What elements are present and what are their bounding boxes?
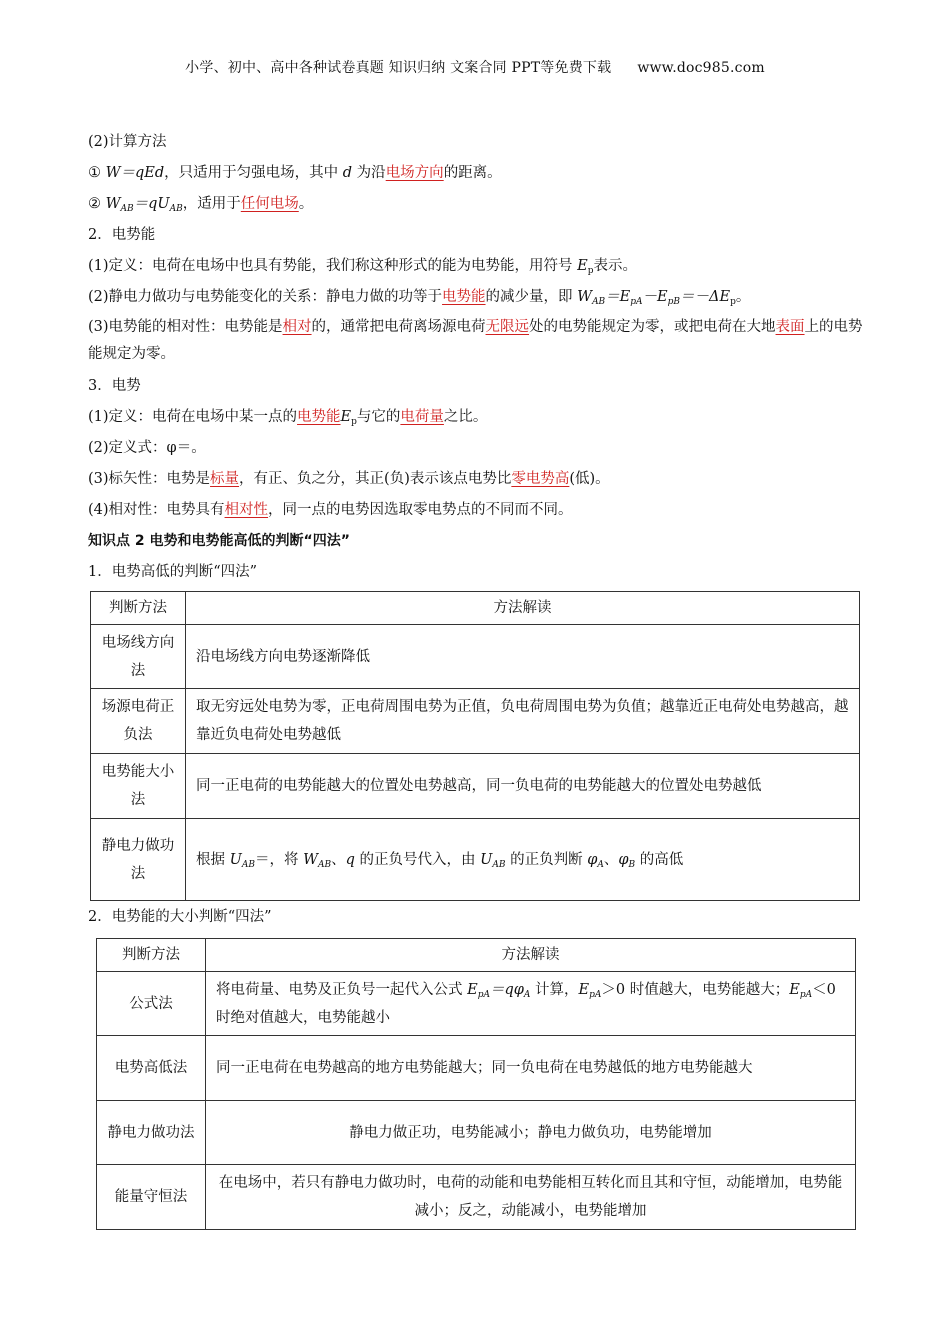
header-text: 小学、初中、高中各种试卷真题 知识归纳 文案合同 PPT等免费下载	[185, 60, 612, 76]
answer-blank: 电场方向	[385, 165, 444, 181]
calc-method-2: ② $W_{AB}=qU_{AB}$，适用于任何电场。	[88, 196, 314, 214]
potential-energy-definition: (1)定义：电荷在电场中也具有势能，我们称这种形式的能为电势能，用符号 $E_p$表示。	[88, 258, 638, 276]
method-cell: 静电力做功法	[91, 819, 186, 901]
method-cell: 电场线方向法	[91, 625, 186, 689]
header-cell: 方法解读	[186, 592, 860, 625]
answer-blank: 任何电场	[240, 196, 299, 212]
section-title: 3．电势	[88, 378, 141, 394]
calc-method-title: (2)计算方法	[88, 134, 167, 150]
page-header	[0, 57, 950, 77]
answer-blank: 电势能	[442, 289, 486, 305]
table-row	[97, 1101, 856, 1165]
table-row	[91, 819, 860, 901]
desc-cell: 静电力做正功，电势能减小；静电力做负功，电势能增加	[206, 1101, 856, 1165]
table-row	[97, 1165, 856, 1230]
table1-title: 1．电势高低的判断“四法”	[88, 564, 258, 580]
header-cell: 判断方法	[91, 592, 186, 625]
answer-blank: 无限远	[485, 319, 530, 335]
desc-cell: 根据 $U_{AB}=$，将 $W_{AB}$、q 的正负号代入，由 $U_{AB}$ 的正负判断 $\varphi_A$、$\varphi_B$ 的高低	[186, 819, 860, 901]
method-cell: 场源电荷正负法	[91, 689, 186, 754]
desc-cell: 沿电场线方向电势逐渐降低	[186, 625, 860, 689]
method-cell: 公式法	[97, 972, 206, 1036]
method-cell: 电势高低法	[97, 1036, 206, 1101]
potential-definition: (1)定义：电荷在电场中某一点的电势能$E_p$与它的电荷量之比。	[88, 409, 488, 427]
answer-blank: 电荷量	[400, 409, 444, 425]
table-row	[97, 972, 856, 1036]
potential-methods-table	[90, 591, 860, 901]
answer-blank: 标量	[210, 471, 240, 487]
method-cell: 电势能大小法	[91, 754, 186, 819]
table-row	[97, 1036, 856, 1101]
desc-cell: 同一正电荷的电势能越大的位置处电势越高，同一负电荷的电势能越大的位置处电势越低	[186, 754, 860, 819]
table-row	[91, 754, 860, 819]
answer-blank: 相对	[282, 319, 312, 335]
method-cell: 静电力做功法	[97, 1101, 206, 1165]
table-header-row	[91, 592, 860, 625]
knowledge-point-heading: 知识点 2 电势和电势能高低的判断“四法”	[88, 533, 350, 549]
desc-cell: 将电荷量、电势及正负号一起代入公式 $E_{pA}=q\varphi_A$ 计算，$E_{pA}>0$ 时值越大，电势能越大；$E_{pA}<0$ 时绝对值越大，电势能越小	[206, 972, 856, 1036]
document-body	[88, 128, 863, 1230]
section-title: 2．电势能	[88, 227, 156, 243]
method-cell: 能量守恒法	[97, 1165, 206, 1230]
header-cell: 判断方法	[97, 939, 206, 972]
header-cell: 方法解读	[206, 939, 856, 972]
answer-blank: 相对性	[224, 502, 269, 518]
answer-blank: 表面	[775, 319, 805, 335]
potential-formula: (2)定义式：φ＝。	[88, 440, 206, 456]
potential-relativity: (4)相对性：电势具有相对性，同一点的电势因选取零电势点的不同而不同。	[88, 502, 573, 518]
table2-title: 2．电势能的大小判断“四法”	[88, 909, 272, 925]
answer-blank: 零电势高	[511, 471, 570, 487]
potential-energy-relativity: (3)电势能的相对性：电势能是相对的，通常把电荷离场源电荷无限远处的电势能规定为零，或把电荷在大地表面上的电势能规定为零。	[88, 319, 863, 362]
desc-cell: 同一正电荷在电势越高的地方电势能越大；同一负电荷在电势越低的地方电势能越大	[206, 1036, 856, 1101]
table-header-row	[97, 939, 856, 972]
table-row	[91, 689, 860, 754]
header-site-link[interactable]: www.doc985.com	[637, 60, 765, 76]
potential-energy-methods-table	[96, 938, 856, 1230]
calc-method-1: ① W＝qEd，只适用于匀强电场，其中 d 为沿电场方向的距离。	[88, 165, 502, 181]
answer-blank: 电势能	[297, 409, 341, 425]
potential-scalar: (3)标矢性：电势是标量，有正、负之分，其正(负)表示该点电势比零电势高(低)。	[88, 471, 610, 487]
desc-cell: 在电场中，若只有静电力做功时，电荷的动能和电势能相互转化而且其和守恒，动能增加，电势能减小；反之，动能减小，电势能增加	[206, 1165, 856, 1230]
work-energy-relation: (2)静电力做功与电势能变化的关系：静电力做的功等于电势能的减少量，即 $W_{AB}=E_{pA}-E_{pB}=-\Delta E_p$。	[88, 289, 751, 307]
table-row	[91, 625, 860, 689]
desc-cell: 取无穷远处电势为零，正电荷周围电势为正值，负电荷周围电势为负值；越靠近正电荷处电势越高，越靠近负电荷处电势越低	[186, 689, 860, 754]
